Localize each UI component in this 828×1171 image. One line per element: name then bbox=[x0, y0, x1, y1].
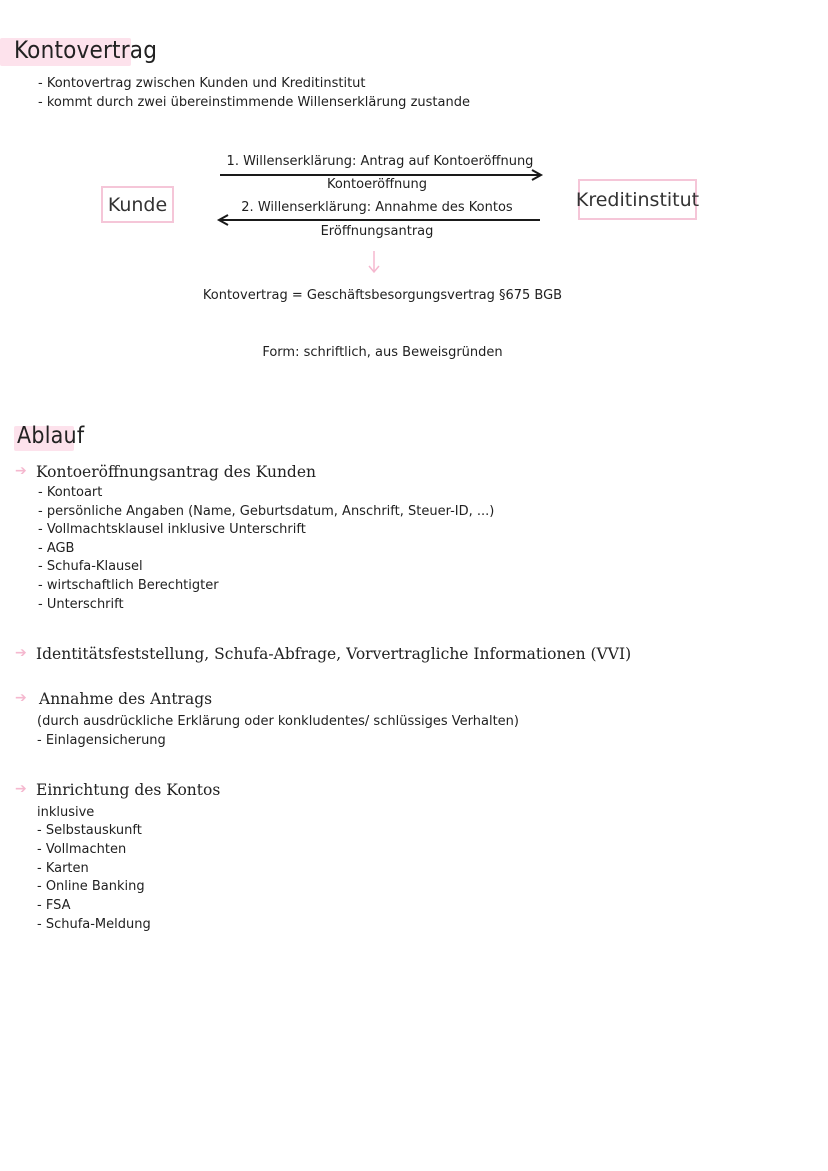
arrow1-label-top: 1. Willenserklärung: Antrag auf Kontoeröffnung bbox=[226, 154, 534, 169]
arrow2-label-top: 2. Willenserklärung: Annahme des Kontos bbox=[241, 200, 513, 215]
step-4-item: - FSA bbox=[37, 898, 71, 913]
step-1-item: - Schufa-Klausel bbox=[38, 559, 143, 574]
box-kunde: Kunde bbox=[101, 186, 174, 223]
step-1-item: - Vollmachtsklausel inklusive Unterschrift bbox=[38, 522, 306, 537]
section-title-kontovertrag: Kontovertrag bbox=[14, 36, 158, 64]
step-4-item: - Online Banking bbox=[37, 879, 145, 894]
step-3-heading: Annahme des Antrags bbox=[39, 690, 213, 708]
step-4-heading: Einrichtung des Kontos bbox=[36, 781, 221, 799]
section-title-ablauf: Ablauf bbox=[17, 423, 85, 449]
step-4-item: - Karten bbox=[37, 861, 89, 876]
arrow1-label-bottom: Kontoeröffnung bbox=[326, 177, 428, 192]
arrow-right-icon: ➔ bbox=[15, 463, 27, 479]
form-note: Form: schriftlich, aus Beweisgründen bbox=[262, 345, 503, 360]
intro-bullet-1: - Kontovertrag zwischen Kunden und Kreditinstitut bbox=[38, 76, 366, 91]
arrow2-label-bottom: Eröffnungsantrag bbox=[320, 224, 434, 239]
step-4-item: inklusive bbox=[37, 805, 95, 820]
step-2-heading: Identitätsfeststellung, Schufa-Abfrage, Vorvertragliche Informationen (VVI) bbox=[36, 645, 632, 663]
arrow-right-icon: ➔ bbox=[15, 690, 27, 706]
down-arrow-icon bbox=[367, 250, 381, 274]
arrow-right-icon: ➔ bbox=[15, 645, 27, 661]
step-3-item: (durch ausdrückliche Erklärung oder konkludentes/ schlüssiges Verhalten) bbox=[37, 714, 519, 729]
step-1-item: - Unterschrift bbox=[38, 597, 124, 612]
contract-definition: Kontovertrag = Geschäftsbesorgungsvertrag §675 BGB bbox=[202, 288, 563, 303]
step-1-item: - persönliche Angaben (Name, Geburtsdatum, Anschrift, Steuer-ID, ...) bbox=[38, 504, 495, 519]
step-1-item: - wirtschaftlich Berechtigter bbox=[38, 578, 219, 593]
box-kreditinstitut: Kreditinstitut bbox=[578, 179, 697, 220]
step-1-item: - AGB bbox=[38, 541, 75, 556]
step-1-heading: Kontoeröffnungsantrag des Kunden bbox=[36, 463, 316, 481]
step-4-item: - Schufa-Meldung bbox=[37, 917, 151, 932]
step-4-item: - Selbstauskunft bbox=[37, 823, 142, 838]
step-1-item: - Kontoart bbox=[38, 485, 103, 500]
intro-bullet-2: - kommt durch zwei übereinstimmende Willenserklärung zustande bbox=[38, 95, 470, 110]
arrow-right-icon: ➔ bbox=[15, 781, 27, 797]
step-4-item: - Vollmachten bbox=[37, 842, 127, 857]
step-3-item: - Einlagensicherung bbox=[37, 733, 166, 748]
